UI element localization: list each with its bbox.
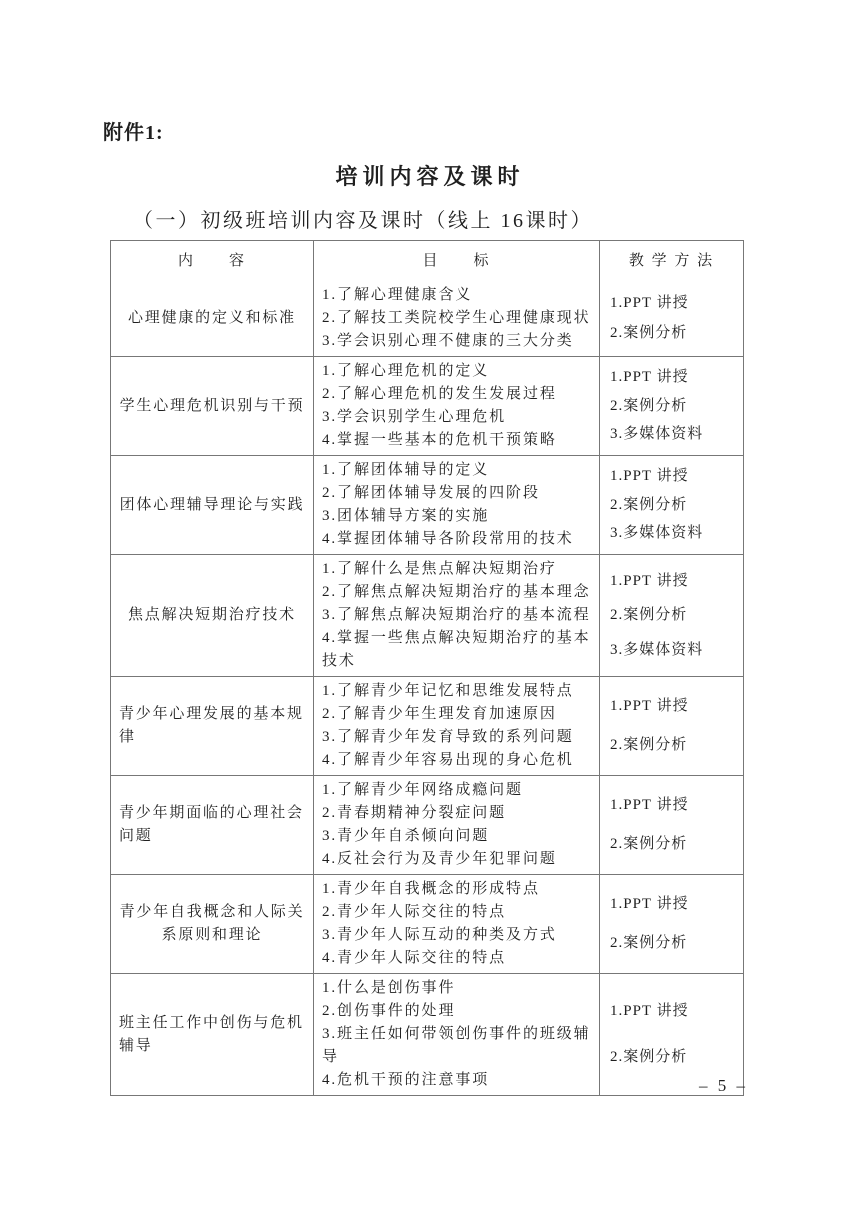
objectives-cell xyxy=(313,974,599,1095)
objective-item: 2.了解技工类院校学生心理健康现状 xyxy=(322,310,591,326)
table-row xyxy=(111,874,743,973)
methods-cell xyxy=(599,875,743,973)
objective-item: 2.了解焦点解决短期治疗的基本理念 xyxy=(322,584,591,600)
page-number: – 5 – xyxy=(699,1076,748,1095)
method-item: 3.多媒体资料 xyxy=(610,426,704,443)
methods-cell xyxy=(599,555,743,676)
objective-item: 2.青春期精神分裂症问题 xyxy=(322,805,507,821)
objectives-cell xyxy=(313,677,599,775)
method-item: 2.案例分析 xyxy=(610,1049,688,1065)
method-item: 1.PPT 讲授 xyxy=(610,1003,689,1019)
table-body xyxy=(111,281,743,1095)
method-item: 2.案例分析 xyxy=(610,397,688,414)
table-row xyxy=(111,281,743,356)
objective-item: 3.学会识别心理不健康的三大分类 xyxy=(322,333,574,349)
method-item: 1.PPT 讲授 xyxy=(610,797,689,814)
content-cell: 团体心理辅导理论与实践 xyxy=(119,496,305,513)
column-header-objectives: 目 标 xyxy=(313,241,599,281)
objective-item: 3.学会识别学生心理危机 xyxy=(322,409,507,425)
objective-item: 2.了解团体辅导发展的四阶段 xyxy=(322,485,540,501)
column-header-content: 内 容 xyxy=(177,252,246,269)
objectives-cell xyxy=(313,357,599,455)
method-item: 1.PPT 讲授 xyxy=(610,572,689,589)
objective-item: 4.危机干预的注意事项 xyxy=(322,1072,490,1088)
objective-item: 1.什么是创伤事件 xyxy=(322,980,456,996)
objective-item: 3.了解青少年发育导致的系列问题 xyxy=(322,729,574,745)
method-item: 1.PPT 讲授 xyxy=(610,896,689,913)
objective-item: 1.了解团体辅导的定义 xyxy=(322,462,490,478)
content-cell: 心理健康的定义和标准 xyxy=(127,310,296,326)
methods-cell xyxy=(599,677,743,775)
objective-item: 4.了解青少年容易出现的身心危机 xyxy=(322,752,574,768)
objective-item: 2.了解心理危机的发生发展过程 xyxy=(322,386,557,402)
method-item: 2.案例分析 xyxy=(610,325,688,342)
table-header-row xyxy=(111,241,743,281)
objective-item: 2.创伤事件的处理 xyxy=(322,1003,456,1019)
content-cell: 学生心理危机识别与干预 xyxy=(119,397,305,414)
method-item: 2.案例分析 xyxy=(610,835,688,852)
objective-item: 4.掌握一些基本的危机干预策略 xyxy=(322,432,557,448)
method-item: 1.PPT 讲授 xyxy=(610,467,689,484)
content-cell: 焦点解决短期治疗技术 xyxy=(127,607,296,623)
column-header-methods: 教 学 方 法 xyxy=(599,241,743,281)
method-item: 3.多媒体资料 xyxy=(610,641,704,658)
attachment-label: 附件1: xyxy=(103,122,164,144)
objective-item: 3.青少年自杀倾向问题 xyxy=(322,828,490,844)
section-subtitle: （一）初级班培训内容及课时（线上 16课时） xyxy=(133,210,593,232)
objective-item: 1.了解青少年记忆和思维发展特点 xyxy=(322,683,574,699)
content-cell: 青少年心理发展的基本规律 xyxy=(119,706,304,745)
methods-cell xyxy=(599,456,743,554)
objective-item: 4.掌握团体辅导各阶段常用的技术 xyxy=(322,531,574,547)
objective-item: 2.了解青少年生理发育加速原因 xyxy=(322,706,557,722)
objective-item: 4.反社会行为及青少年犯罪问题 xyxy=(322,851,557,867)
objective-item: 1.了解心理危机的定义 xyxy=(322,363,490,379)
objective-item: 1.了解心理健康含义 xyxy=(322,287,473,303)
objective-item: 4.青少年人际交往的特点 xyxy=(322,950,507,966)
method-item: 2.案例分析 xyxy=(610,736,688,753)
table-row xyxy=(111,676,743,775)
content-cell: 青少年自我概念和人际关系原则和理论 xyxy=(119,904,305,943)
objective-item: 1.青少年自我概念的形成特点 xyxy=(322,881,540,897)
objective-item: 3.了解焦点解决短期治疗的基本流程 xyxy=(322,607,591,623)
objective-item: 1.了解青少年网络成瘾问题 xyxy=(322,782,523,798)
objective-item: 4.掌握一些焦点解决短期治疗的基本技术 xyxy=(322,630,591,669)
table-row xyxy=(111,356,743,455)
objectives-cell xyxy=(313,456,599,554)
method-item: 1.PPT 讲授 xyxy=(610,294,689,311)
page-title: 培训内容及课时 xyxy=(335,164,525,189)
training-table xyxy=(110,240,744,1096)
table-row xyxy=(111,775,743,874)
method-item: 2.案例分析 xyxy=(610,607,688,623)
methods-cell xyxy=(599,281,743,356)
method-item: 2.案例分析 xyxy=(610,496,688,513)
objectives-cell xyxy=(313,875,599,973)
objectives-cell xyxy=(313,555,599,676)
content-cell: 班主任工作中创伤与危机辅导 xyxy=(119,1014,304,1054)
objective-item: 3.青少年人际互动的种类及方式 xyxy=(322,927,557,943)
table-row xyxy=(111,554,743,676)
table-row xyxy=(111,455,743,554)
objective-item: 1.了解什么是焦点解决短期治疗 xyxy=(322,561,557,577)
objective-item: 3.班主任如何带领创伤事件的班级辅导 xyxy=(322,1026,591,1065)
methods-cell xyxy=(599,357,743,455)
objectives-cell xyxy=(313,776,599,874)
content-cell: 青少年期面临的心理社会问题 xyxy=(119,805,304,844)
method-item: 2.案例分析 xyxy=(610,934,688,951)
objective-item: 3.团体辅导方案的实施 xyxy=(322,508,490,524)
table-row xyxy=(111,973,743,1095)
method-item: 1.PPT 讲授 xyxy=(610,368,689,385)
methods-cell xyxy=(599,776,743,874)
objective-item: 2.青少年人际交往的特点 xyxy=(322,904,507,920)
objectives-cell xyxy=(313,281,599,356)
method-item: 1.PPT 讲授 xyxy=(610,698,689,715)
method-item: 3.多媒体资料 xyxy=(610,525,704,542)
